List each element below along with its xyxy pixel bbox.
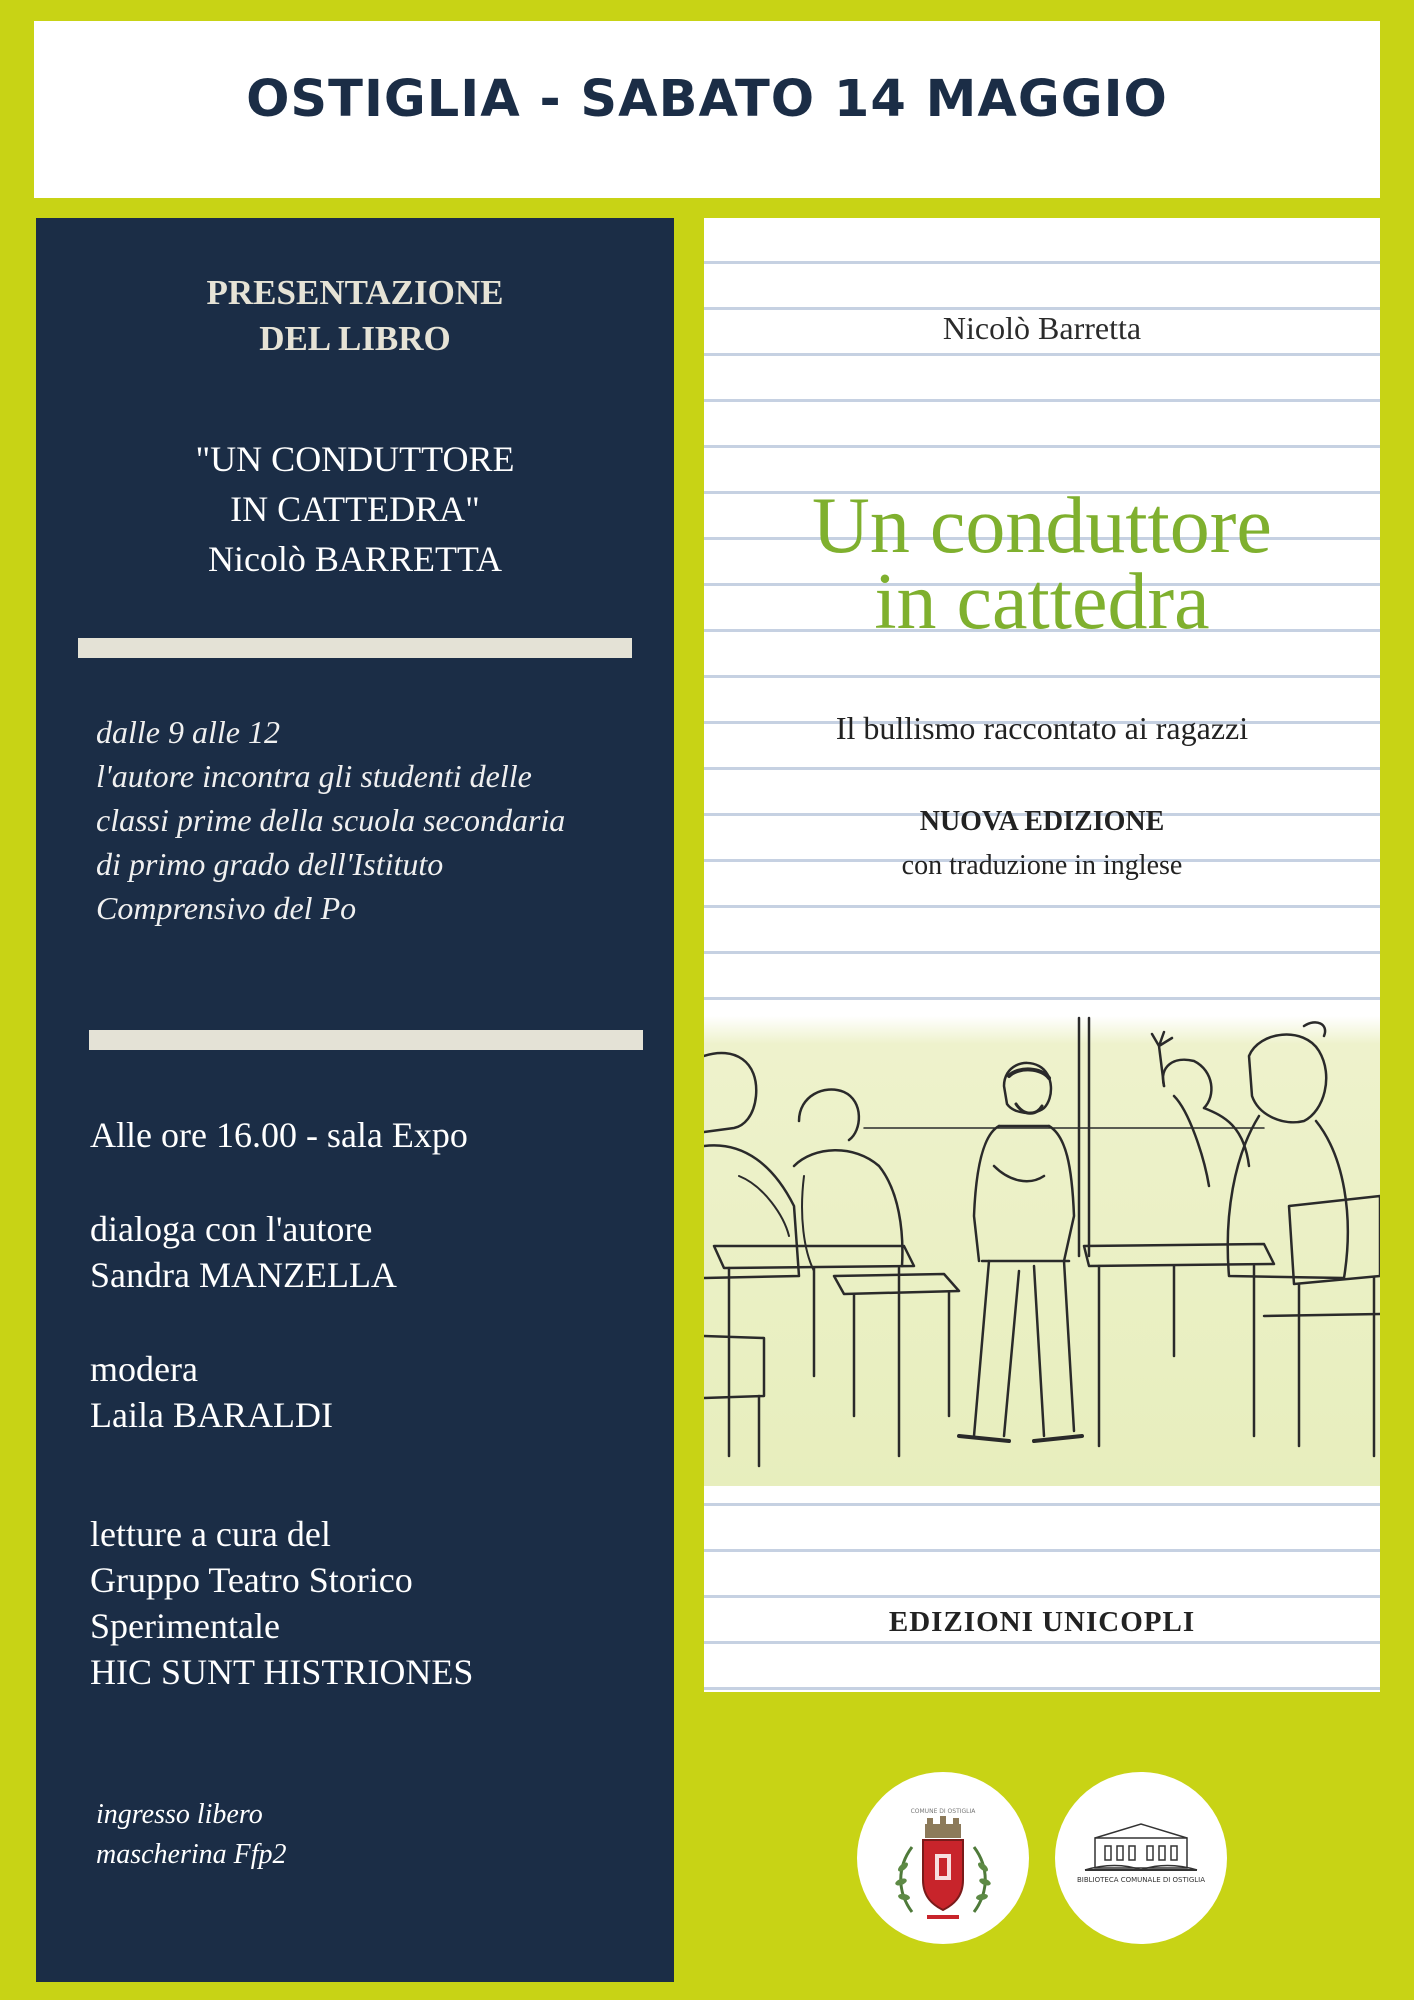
biblioteca-logo: [1055, 1772, 1227, 1944]
header-banner: [34, 21, 1380, 198]
readings-line: HIC SUNT HISTRIONES: [90, 1652, 474, 1692]
event-info-panel: [36, 218, 674, 1982]
morning-line: classi prime della scuola secondaria: [96, 802, 566, 838]
morning-line: di primo grado dell'Istituto: [96, 846, 444, 882]
cover-publisher: EDIZIONI UNICOPLI: [888, 1606, 1196, 1638]
book-title-line: "UN CONDUTTORE: [195, 439, 515, 479]
readings-line: Sperimentale: [90, 1606, 280, 1646]
dialogue-name: Sandra MANZELLA: [90, 1255, 397, 1295]
cover-subtitle: Il bullismo raccontato ai ragazzi: [835, 710, 1249, 746]
readings-line: Gruppo Teatro Storico: [90, 1560, 413, 1600]
book-title-line: IN CATTEDRA": [230, 489, 480, 529]
cover-translation: con traduzione in inglese: [901, 850, 1183, 881]
cover-title-line: Un conduttore: [812, 482, 1272, 570]
morning-line: dalle 9 alle 12: [96, 714, 280, 750]
comune-logo: [857, 1772, 1029, 1944]
cover-title-line: in cattedra: [874, 558, 1210, 646]
presentation-line: DEL LIBRO: [259, 319, 451, 358]
coat-of-arms-icon: [857, 1772, 1029, 1944]
divider: [78, 638, 632, 658]
cover-edition: NUOVA EDIZIONE: [919, 806, 1165, 837]
readings-line: letture a cura del: [90, 1514, 331, 1554]
cover-title: [704, 482, 1380, 646]
entry-notes: [96, 1795, 596, 1875]
morning-line: l'autore incontra gli studenti delle: [96, 758, 532, 794]
morning-session-text: [96, 710, 656, 930]
presentation-heading: [36, 270, 674, 362]
dialogue-label: dialoga con l'autore: [90, 1209, 373, 1249]
entry-note-line: mascherina Ffp2: [96, 1839, 287, 1870]
library-building-icon: [1055, 1772, 1227, 1944]
comune-caption: COMUNE DI OSTIGLIA: [910, 1808, 976, 1815]
event-date-title: OSTIGLIA - SABATO 14 MAGGIO: [246, 70, 1168, 129]
entry-note-line: ingresso libero: [96, 1799, 263, 1830]
book-title-block: [36, 434, 674, 584]
cover-author: Nicolò Barretta: [942, 310, 1142, 346]
divider: [89, 1030, 643, 1050]
classroom-illustration: [704, 1016, 1380, 1486]
book-cover: [704, 218, 1380, 1692]
afternoon-time: Alle ore 16.00 - sala Expo: [90, 1115, 468, 1155]
moderator-label: modera: [90, 1349, 198, 1389]
moderator-name: Laila BARALDI: [90, 1395, 333, 1435]
morning-line: Comprensivo del Po: [96, 890, 357, 926]
book-author-line: Nicolò BARRETTA: [207, 539, 503, 579]
classroom-drawing: [704, 1016, 1380, 1486]
biblioteca-caption: BIBLIOTECA COMUNALE DI OSTIGLIA: [1076, 1876, 1206, 1884]
presentation-line: PRESENTAZIONE: [206, 273, 504, 312]
